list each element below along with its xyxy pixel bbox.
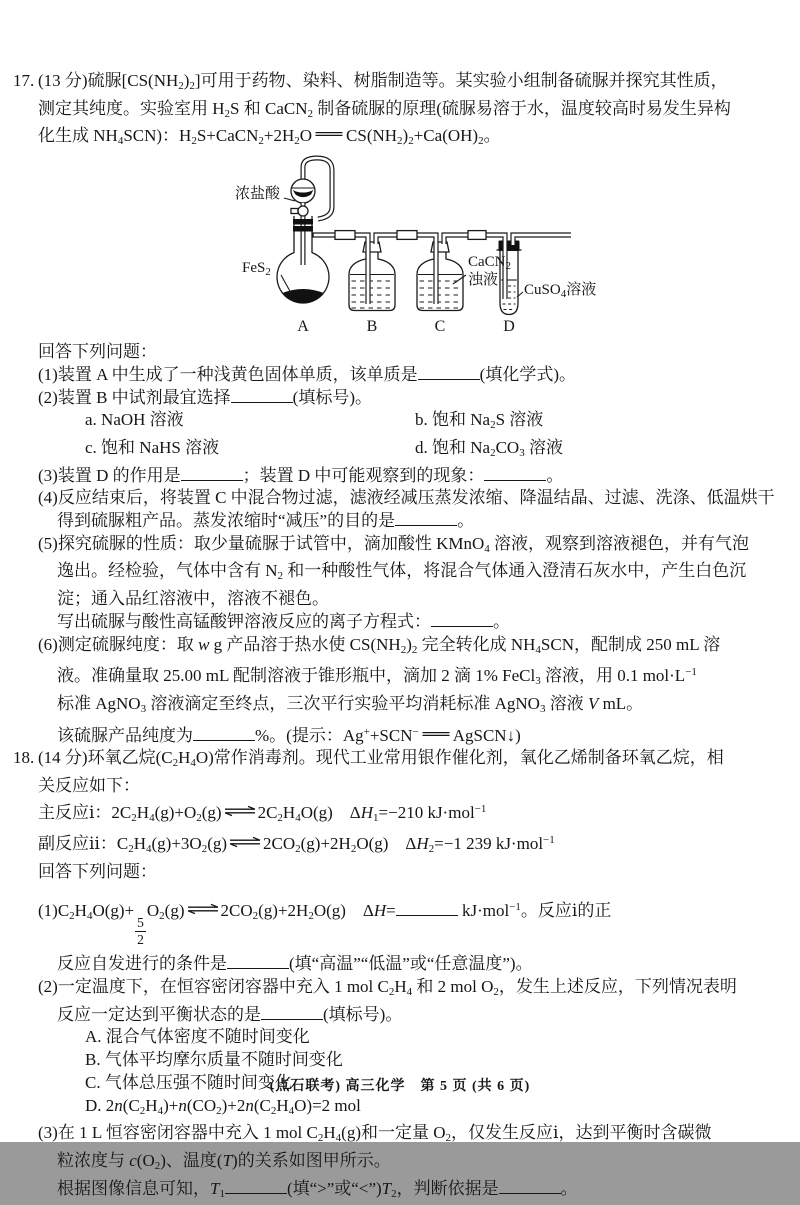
q17-item-5: [38, 533, 784, 634]
text-line: (5)探究硫脲的性质：取少量硫脲于试管中，滴加酸性 KMnO$_4$ 溶液，观察到溶液褪色，并有气泡: [38, 533, 749, 555]
q18-item-3: [38, 1122, 784, 1205]
text-line: 测定其纯度。实验室用 $H_2S$ 和 CaCN$_2$ 制备硫脲的原理(硫脲易溶于水，温度较高时易发生异构: [38, 98, 731, 120]
text-line: 该硫脲产品纯度为 %。(提示：Ag++SCN− AgSCN↓): [57, 725, 521, 745]
text-line: (4)反应结束后，将装置 C 中混合物过滤，滤液经减压蒸发浓缩、降温结晶、过滤、洗涤、低温烘干: [38, 488, 775, 508]
main-reaction-equation: 主反应ⅰ：$2C_2H_4(g)+O_2(g)$ $2C_2H_4O(g)$ $\Delta H_1=-210$ kJ·mol$^{-1}$: [38, 802, 487, 824]
text-line: (1)装置 A 中生成了一种浅黄色固体单质，该单质是 (填化学式)。: [38, 364, 576, 384]
option-d: d. 饱和 $Na_2CO_3$ 溶液: [415, 437, 563, 459]
label-bottle-b-letter: B: [366, 318, 378, 336]
question-18: [13, 747, 784, 1205]
page-footer: (点石联考) 高三化学 第 5 页 (共 6 页): [269, 1079, 531, 1094]
q17-item-1: [38, 364, 784, 387]
label-conc-hcl: 浓盐酸: [235, 186, 281, 203]
text-line: (6)测定硫脲纯度：取 w g 产品溶于热水使 $CS(NH_2)_2$ 完全转化成 $NH_4SCN$，配制成 250 mL 溶: [38, 634, 721, 656]
option-B: B. 气体平均摩尔质量不随时间变化: [85, 1050, 343, 1070]
test-tube-d: [497, 241, 522, 315]
q17-item-4: [38, 487, 784, 532]
text-line: (13 分)硫脲$[CS(NH_2)_2]$可用于药物、染料、树脂制造等。某实验小组制备硫脲并探究其性质，: [38, 71, 728, 92]
q17-item-2-options: [85, 409, 784, 464]
side-reaction-equation: 副反应ⅱ：$C_2H_4(g)+3O_2(g)$ $2CO_2(g)+2H_2O(g)$ $\Delta H_2=-1$ 239 kJ·mol$^{-1}$: [38, 834, 555, 856]
label-tube-d-letter: D: [503, 318, 515, 336]
text-line: (14 分)环氧乙烷$(C_2H_4O)$常作消毒剂。现代工业常用银作催化剂，氧化乙烯制备环氧乙烷，相: [38, 748, 724, 770]
label-cacn2-line1: CaCN$_2$: [468, 254, 511, 273]
text-line: (3)在 1 L 恒容密闭容器中充入 1 mol $C_2H_4(g)$和一定量 $O_2$，仅发生反应ⅰ，达到平衡时含碳微: [38, 1123, 712, 1145]
question-18-stem: [38, 747, 784, 884]
option-C: C. 气体总压强不随时间变化: [85, 1072, 292, 1092]
q18-item-1: [38, 884, 784, 976]
text-line: (2)装置 B 中试剂最宜选择 (填标号)。: [38, 387, 372, 407]
question-17-number: 17.: [13, 71, 35, 90]
label-bottle-c-letter: C: [434, 318, 446, 336]
option-b: b. 饱和 $Na_2S$ 溶液: [415, 410, 544, 432]
text-line: 写出硫脲与酸性高锰酸钾溶液反应的离子方程式： 。: [57, 611, 510, 631]
question-17: [13, 70, 784, 747]
text-line: 得到硫脲粗产品。蒸发浓缩时“减压”的目的是 。: [57, 511, 475, 531]
label-fes2: FeS$_2$: [242, 260, 271, 279]
text-line: 反应一定达到平衡状态的是 (填标号)。: [57, 1004, 403, 1024]
option-D: D. $2n(C_2H_4)+n(CO_2)+2n(C_2H_4O)=2$ mol: [85, 1095, 361, 1117]
text-line: 逸出。经检验，气体中含有 $N_2$ 和一种酸性气体，将混合气体通入澄清石灰水中，产生白色沉: [57, 561, 747, 583]
option-c: c. 饱和 NaHS 溶液: [85, 437, 220, 457]
text-line: 根据图像信息可知，$T_1$ (填“>”或“$<”)T_2$，判断依据是 。: [57, 1178, 578, 1200]
text-line: (3)装置 D 的作用是 ；装置 D 中可能观察到的现象： 。: [38, 465, 564, 485]
gas-washing-bottle-b: [349, 242, 395, 311]
q17-prompt: 回答下列问题：: [38, 342, 157, 362]
question-17-stem: [38, 70, 784, 153]
q18-item-2: [38, 976, 784, 1122]
q17-item-3: [38, 465, 784, 488]
option-a: a. NaOH 溶液: [85, 410, 184, 430]
text-line: 淀；通入品红溶液中，溶液不褪色。: [57, 589, 329, 609]
gas-washing-bottle-c: [417, 242, 463, 311]
text-line: (2)一定温度下，在恒容密闭容器中充入 1 mol $C_2H_4$ 和 2 mol $O_2$，发生上述反应，下列情况表明: [38, 977, 737, 999]
text-line: 液。准确量取 25.00 mL 配制溶液于锥形瓶中，滴加 2 滴 1% FeCl$_3$ 溶液，用 0.1 $mol\cdot L^{-1}$: [57, 666, 697, 688]
apparatus-line-art: [185, 153, 615, 341]
option-A: A. 混合气体密度不随时间变化: [85, 1027, 310, 1047]
q18-prompt: 回答下列问题：: [38, 862, 157, 882]
label-cacn2-line2: 浊液: [468, 272, 499, 289]
text-line: 粒浓度与 $c(O_2)$、温度(T)的关系如图甲所示。: [57, 1151, 391, 1172]
q17-item-6: [38, 634, 784, 748]
text-line: 标准 AgNO$_3$ 溶液滴定至终点，三次平行实验平均消耗标准 AgNO$_3$ 溶液 V mL。: [57, 693, 644, 715]
q17-item-2: [38, 387, 784, 465]
text-line: 关反应如下：: [38, 776, 140, 796]
label-flask-a-letter: A: [297, 318, 309, 336]
question-18-number: 18.: [13, 748, 35, 768]
text-line: 化生成 $NH_4SCN$)：$H_2S+CaCN_2+2H_2O$ $CS(NH_2)_2+Ca(OH)_2$。: [38, 126, 501, 148]
label-cuso4: CuSO$_4$溶液: [524, 282, 597, 301]
apparatus-diagram: [185, 153, 615, 341]
text-line: 反应自发进行的条件是 (填“高温”“低温”或“任意温度”)。: [57, 954, 533, 974]
text-line: $(1)C_2H_4O(g)+$ $\frac{5}{2}$ $O_2(g)$ $2CO_2(g)+2H_2O(g)$ ΔH= kJ·mol$^{-1}$。反应ⅰ的正: [38, 900, 612, 947]
